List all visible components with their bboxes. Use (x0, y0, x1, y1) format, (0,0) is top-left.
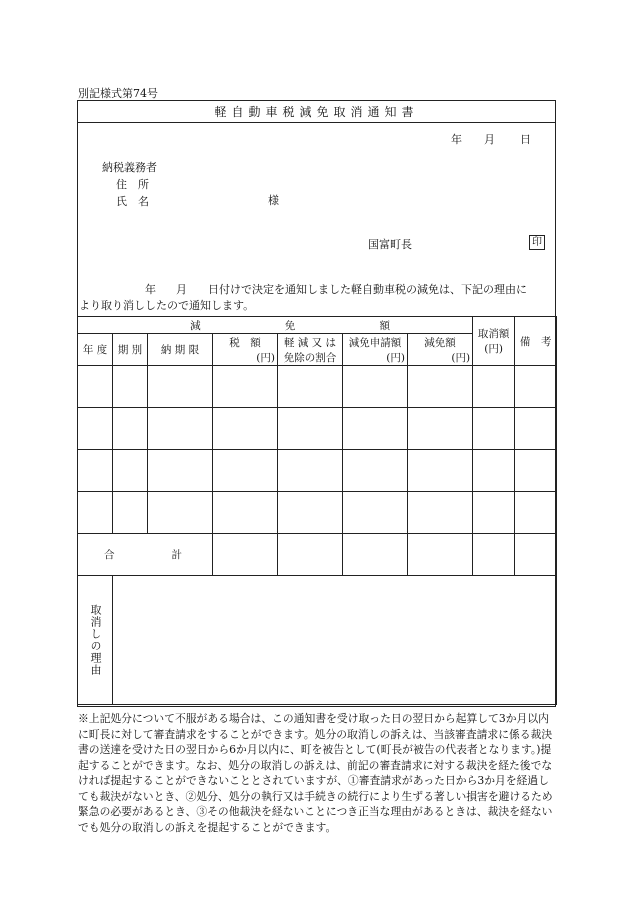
table-cell (515, 450, 557, 492)
header-reduction-ratio (278, 334, 343, 366)
header-tax-amount-unit: (円) (256, 351, 275, 364)
table-row (78, 366, 557, 408)
table-row (78, 450, 557, 492)
table-cell (473, 366, 515, 408)
header-reduction-text-1: 軽 減 又 は (283, 336, 336, 349)
table-cell (78, 492, 113, 534)
table-cell (113, 408, 148, 450)
table-cell (515, 366, 557, 408)
header-cancelled-text: 取消額 (477, 328, 510, 340)
total-cell (278, 534, 343, 576)
header-remarks: 備 考 (515, 317, 557, 366)
date-year-label: 年 (451, 133, 462, 146)
notice-month-label: 月 (176, 283, 187, 296)
table-cell (278, 366, 343, 408)
taxpayer-heading: 納税義務者 (102, 161, 157, 174)
table-cell (343, 366, 408, 408)
table-cell (78, 366, 113, 408)
table-cell (113, 492, 148, 534)
header-reduced-unit: (円) (451, 351, 471, 364)
table-cell (408, 450, 473, 492)
header-tax-amount-text: 税 額 (229, 336, 261, 349)
table-cell (515, 408, 557, 450)
reason-label: 取消しの理由 (89, 604, 102, 676)
header-reduced-amount (408, 334, 473, 366)
table-cell (148, 366, 213, 408)
table-cell (113, 366, 148, 408)
header-requested-text: 減免申請額 (348, 336, 402, 349)
table-cell (408, 366, 473, 408)
group-header-char-1: 減 (190, 319, 201, 332)
header-period: 期 別 (113, 334, 148, 366)
table-row (78, 408, 557, 450)
header-requested-amount (343, 334, 408, 366)
total-label-left: 合 (104, 549, 115, 561)
header-tax-amount (213, 334, 278, 366)
table-cell (78, 408, 113, 450)
table-cell (213, 408, 278, 450)
group-header-char-3: 額 (379, 319, 390, 332)
table-cell (148, 408, 213, 450)
table-cell (278, 450, 343, 492)
total-cell (515, 534, 557, 576)
table-cell (473, 492, 515, 534)
header-reduction-text-2: 免除の割合 (283, 351, 337, 364)
header-cancelled-unit: (円) (484, 343, 503, 355)
seal-mark: 印 (529, 235, 545, 250)
name-label: 氏 名 (116, 195, 149, 208)
table-cell (213, 492, 278, 534)
notice-text-line2: より取り消ししたので通知します。 (79, 299, 255, 312)
form-number-label: 別記様式第74号 (78, 87, 158, 100)
total-cell (213, 534, 278, 576)
total-row (78, 534, 557, 576)
table-cell (148, 492, 213, 534)
table-cell (213, 366, 278, 408)
notice-year-label: 年 (145, 283, 156, 296)
total-cell (343, 534, 408, 576)
reason-label-cell (78, 576, 113, 705)
table-cell (148, 450, 213, 492)
table-cell (343, 408, 408, 450)
table-cell (408, 408, 473, 450)
total-label-cell (78, 534, 213, 576)
total-label-right: 計 (171, 549, 182, 561)
table-cell (278, 408, 343, 450)
header-cancelled-amount (473, 317, 515, 366)
document-title: 軽自動車税減免取消通知書 (78, 101, 555, 123)
total-cell (408, 534, 473, 576)
table-cell (473, 408, 515, 450)
table-cell (343, 450, 408, 492)
table-cell (408, 492, 473, 534)
table-row (78, 492, 557, 534)
table-cell (78, 450, 113, 492)
table-cell (213, 450, 278, 492)
group-header-char-2: 免 (284, 319, 296, 332)
table-cell (113, 450, 148, 492)
address-label: 住 所 (116, 178, 149, 191)
table-cell (278, 492, 343, 534)
header-reduced-text: 減免額 (424, 336, 456, 349)
notice-text-line1: 日付けで決定を通知しました軽自動車税の減免は、下記の理由に (208, 283, 527, 296)
date-month-label: 月 (484, 133, 495, 146)
total-cell (473, 534, 515, 576)
header-fiscal-year: 年 度 (78, 334, 113, 366)
reason-content-cell (113, 576, 557, 705)
header-due-date: 納 期 限 (148, 334, 213, 366)
reduction-group-header (78, 317, 473, 334)
appeal-notes: ※上記処分について不服がある場合は、この通知書を受け取った日の翌日から起算して3か月以内に町長に対して審査請求をすることができます。処分の取消しの訴えは、当該審査請求に係る裁決書の送達を受けた日の翌日から6か月以内に、町を被告として(町長が被告の代表者となります。)提起することができます。なお、処分の取消しの訴えは、前記の審査請求に対する裁決を経た後でなければ提起することができないこととされていますが、①審査請求があった日から3か月を経過しても裁決がないとき、②処分、処分の執行又は手続きの続行により生ずる著しい損害を避けるため緊急の必要があるとき、③その他裁決を経ないことにつき正当な理由があるときは、裁決を経ないでも処分の取消しの訴えを提起することができます。 (78, 712, 553, 834)
reason-row (78, 576, 557, 705)
table-cell (343, 492, 408, 534)
reduction-table (77, 316, 557, 705)
table-cell (473, 450, 515, 492)
honorific-label: 様 (268, 194, 279, 207)
table-cell (515, 492, 557, 534)
date-day-label: 日 (520, 133, 531, 146)
header-requested-unit: (円) (386, 351, 405, 364)
issuer-name: 国富町長 (368, 238, 412, 251)
